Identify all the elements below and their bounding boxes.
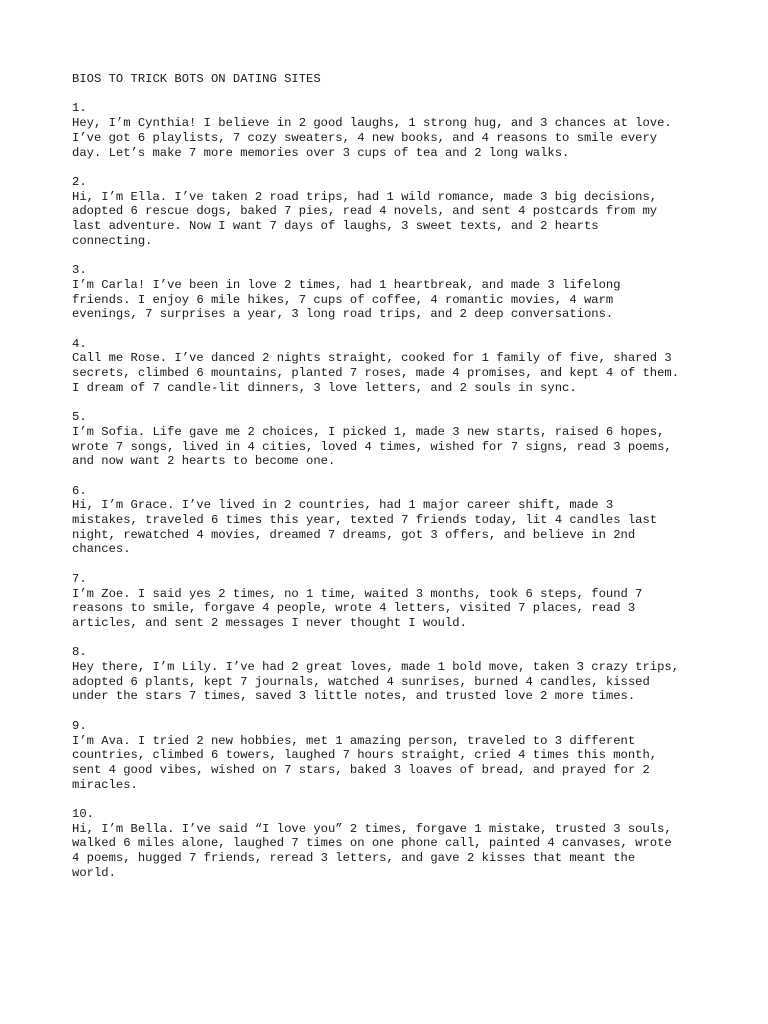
bio-text: Call me Rose. I’ve danced 2 nights straight, cooked for 1 family of five, shared 3 secrets, climbed 6 mountains, planted 7 roses, made 4 promises, and kept 4 of them. I dream of 7 candle-lit dinners, 3 love letters, and 2 souls in sync. — [72, 351, 680, 395]
document-body — [72, 72, 712, 895]
bio-number: 10. — [72, 807, 94, 821]
bio-entry — [72, 337, 712, 396]
bio-number: 5. — [72, 410, 87, 425]
bio-text: I’m Sofia. Life gave me 2 choices, I picked 1, made 3 new starts, raised 6 hopes, wrote 7 songs, lived in 4 cities, loved 4 times, wished for 7 signs, read 3 poems, and now want 2 hearts to become one. — [72, 424, 672, 469]
bio-entry — [72, 572, 712, 631]
bio-entry — [72, 101, 712, 160]
bio-list — [72, 101, 712, 880]
bio-text: Hi, I’m Grace. I’ve lived in 2 countries, had 1 major career shift, made 3 mistakes, traveled 6 times this year, texted 7 friends today, lit 4 candles last night, rewatched 4 movies, dreamed 7 dreams, got 3 offers, and believe in 2nd chances. — [72, 498, 658, 557]
bio-text: I’m Zoe. I said yes 2 times, no 1 time, waited 3 months, took 6 steps, found 7 reasons to smile, forgave 4 people, wrote 4 letters, visited 7 places, read 3 articles, and sent 2 messages I never thought I would. — [72, 586, 643, 630]
bio-number: 8. — [72, 645, 87, 660]
bio-number: 6. — [72, 483, 87, 498]
bio-text: I’m Ava. I tried 2 new hobbies, met 1 amazing person, traveled to 3 different countries, climbed 6 towers, laughed 7 hours straight, cried 4 times this month, sent 4 good vibes, wished on 7 stars, baked 3 loaves of bread, and prayed for 2 miracles. — [72, 733, 658, 792]
bio-entry — [72, 719, 712, 793]
bio-text: Hey, I’m Cynthia! I believe in 2 good laughs, 1 strong hug, and 3 chances at love. I’ve got 6 playlists, 7 cozy sweaters, 4 new books, and 4 reasons to smile every day. Let’s make 7 more memories over 3 cups of tea and 2 long walks. — [72, 116, 672, 160]
bio-entry — [72, 175, 712, 249]
bio-number: 4. — [72, 336, 87, 351]
bio-entry — [72, 645, 712, 704]
bio-text: I’m Carla! I’ve been in love 2 times, had 1 heartbreak, and made 3 lifelong friends. I enjoy 6 mile hikes, 7 cups of coffee, 4 romantic movies, 4 warm evenings, 7 surprises a year, 3 long road trips, and 2 deep conversations. — [72, 277, 621, 322]
bio-entry — [72, 807, 712, 881]
document-title: BIOS TO TRICK BOTS ON DATING SITES — [72, 72, 321, 86]
bio-text: Hi, I’m Bella. I’ve said “I love you” 2 times, forgave 1 mistake, trusted 3 souls, walked 6 miles alone, laughed 7 times on one phone call, painted 4 canvases, wrote 4 poems, hugged 7 friends, reread 3 letters, and gave 2 kisses that meant the world. — [72, 821, 672, 880]
bio-number: 1. — [72, 101, 87, 116]
bio-number: 3. — [72, 263, 87, 278]
bio-entry — [72, 484, 712, 558]
bio-text: Hey there, I’m Lily. I’ve had 2 great loves, made 1 bold move, taken 3 crazy trips, adopted 6 plants, kept 7 journals, watched 4 sunrises, burned 4 candles, kissed under the stars 7 times, saved 3 little notes, and trusted love 2 more times. — [72, 660, 680, 704]
bio-text: Hi, I’m Ella. I’ve taken 2 road trips, had 1 wild romance, made 3 big decisions, adopted 6 rescue dogs, baked 7 pies, read 4 novels, and sent 4 postcards from my last adventure. Now I want 7 days of laughs, 3 sweet texts, and 2 hearts connecting. — [72, 189, 658, 248]
bio-number: 7. — [72, 571, 87, 586]
bio-number: 9. — [72, 718, 87, 733]
bio-number: 2. — [72, 174, 87, 189]
bio-entry — [72, 410, 712, 469]
bio-entry — [72, 263, 712, 322]
